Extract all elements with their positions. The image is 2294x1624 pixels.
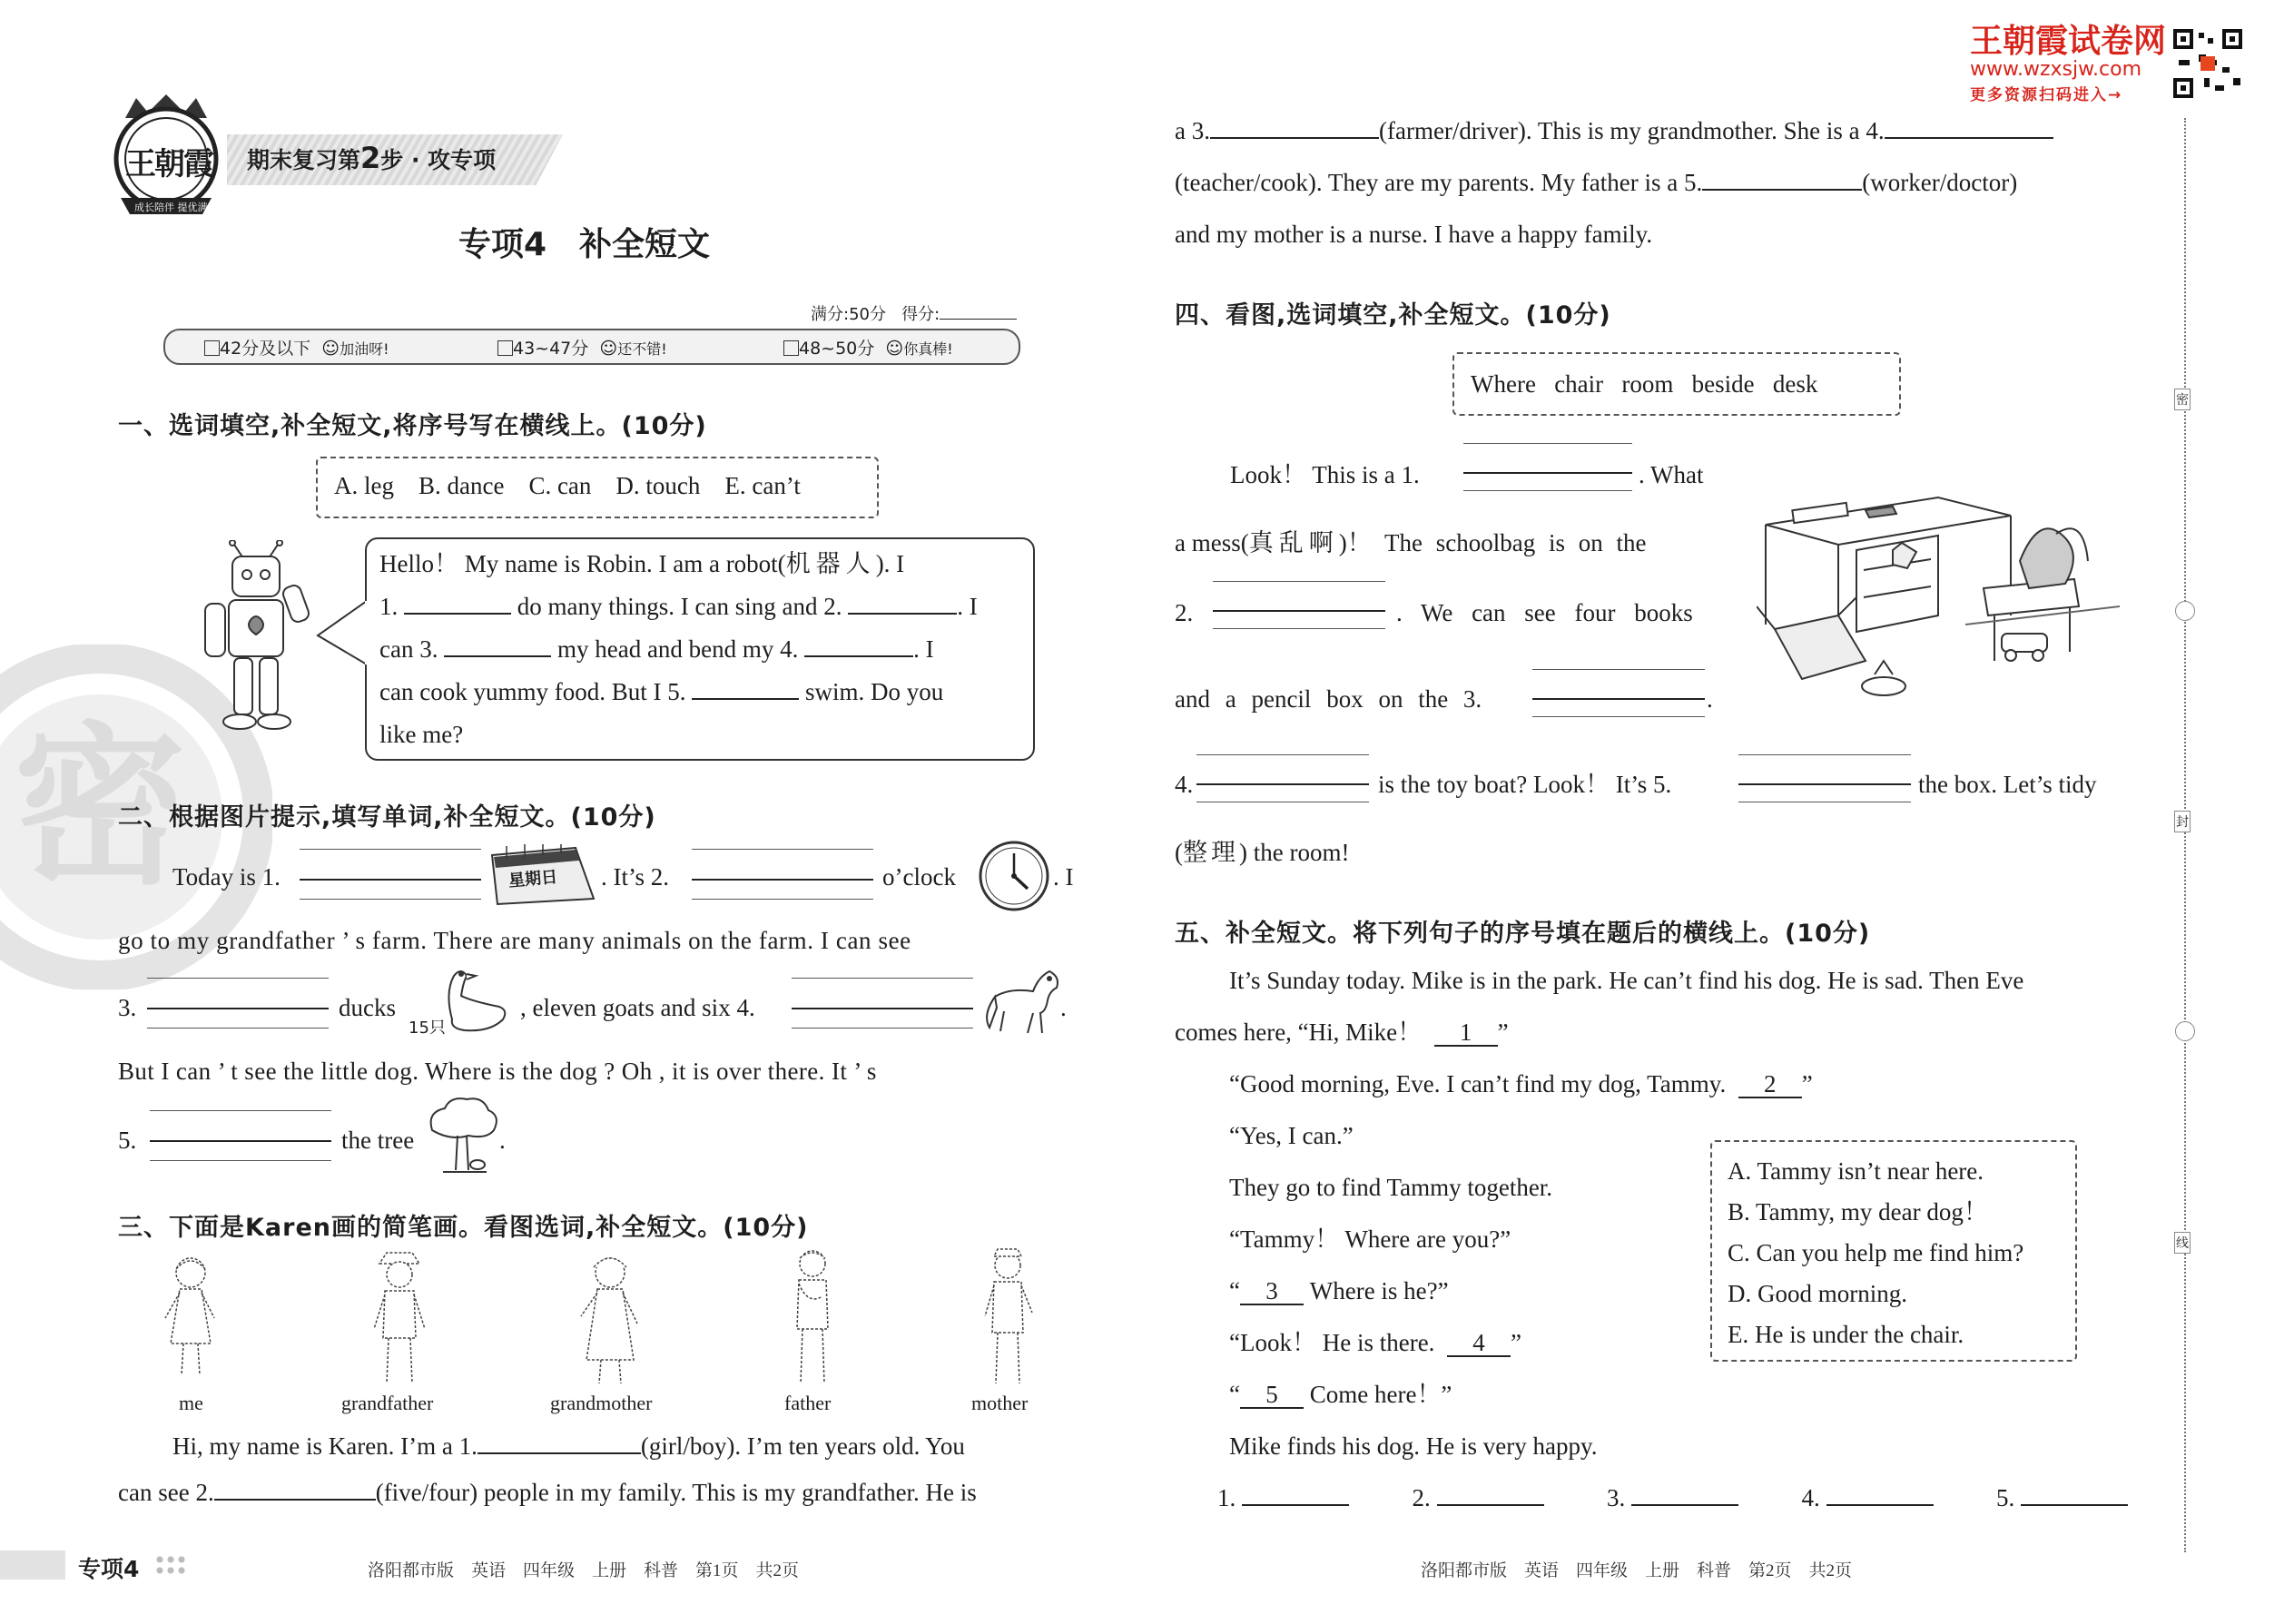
- s3-line-1: [172, 1434, 965, 1459]
- step-banner-text: [247, 143, 496, 175]
- answer-blank-1[interactable]: [1242, 1504, 1349, 1506]
- robot-icon: [198, 540, 316, 744]
- section-2-heading: 二、根据图片提示,填写单词,补全短文。(10分): [118, 803, 656, 832]
- s2-guide-5: [150, 1160, 331, 1161]
- s4-guide-3: [1532, 698, 1705, 700]
- goose-picture: [409, 965, 517, 1042]
- calendar-label: 星期日: [507, 867, 558, 891]
- clock-icon: [977, 839, 1051, 913]
- s2-guide-3: [147, 1028, 329, 1029]
- s2-guide-4: [792, 1008, 973, 1009]
- room-picture: [1757, 479, 2120, 706]
- s1-l4-a: can cook yummy food. But I 5.: [379, 678, 693, 705]
- rating-range-1: 42分及以下: [220, 339, 311, 359]
- section-4-heading: 四、看图,选词填空,补全短文。(10分): [1175, 301, 1611, 330]
- grandfather-drawing-icon: [363, 1251, 436, 1389]
- s1-l1-b: 机器人: [785, 550, 876, 577]
- s5-answer-3[interactable]: 3: [1240, 1279, 1304, 1305]
- s2-line-5-c: .: [499, 1127, 506, 1154]
- answer-label-2: 2.: [1412, 1484, 1431, 1511]
- horse-icon: [982, 960, 1066, 1042]
- s4-line-5-a: 4.: [1175, 771, 1194, 798]
- answer-label-4: 4.: [1801, 1484, 1820, 1511]
- s3-r1-b: (farmer/driver). This is my grandmother. She is a 4.: [1378, 117, 1885, 144]
- score-label: 得分:: [901, 305, 940, 324]
- s5-d7-b: Come here！”: [1309, 1381, 1452, 1408]
- s5-dialog-8: Mike finds his dog. He is very happy.: [1229, 1432, 1598, 1460]
- s4-l6-b: 整理: [1183, 839, 1239, 866]
- smile-icon: ☺: [885, 339, 904, 359]
- s5-d1-a: “Good morning, Eve. I can’t find my dog, Tammy.: [1229, 1070, 1727, 1097]
- s2-guide-2: [692, 899, 873, 900]
- s2-line-3-b: ducks: [339, 994, 396, 1021]
- s5-d7-a: “: [1229, 1381, 1240, 1408]
- logo-text: 王朝霞: [125, 148, 212, 182]
- person-grandfather: [363, 1251, 436, 1389]
- s1-blank-2[interactable]: [848, 613, 957, 615]
- s4-guide-1: [1463, 472, 1632, 474]
- label-grandfather: grandfather: [341, 1392, 434, 1414]
- footer-tag: 专项4: [78, 1556, 140, 1582]
- s1-l1-c: ). I: [875, 550, 905, 577]
- label-grandmother: grandmother: [550, 1392, 653, 1414]
- s1-l3-a: can 3.: [379, 635, 445, 663]
- s5-dialog-1: [1229, 1072, 1813, 1098]
- person-mother: [976, 1247, 1039, 1389]
- s4-l2-c: )！ The schoolbag is on the: [1338, 529, 1647, 556]
- s2-guide-1: [300, 849, 481, 850]
- footer-tag-bg: [0, 1550, 65, 1580]
- s4-guide-2: [1213, 628, 1385, 629]
- s5-option-d: D. Good morning.: [1728, 1280, 1907, 1307]
- s2-line-3-a: 3.: [118, 994, 137, 1021]
- s3-l1-a: Hi, my name is Karen. I’m a 1.: [172, 1432, 478, 1460]
- s3-blank-4[interactable]: [1885, 137, 2053, 139]
- brand-more: 更多资源扫码进入→: [1970, 86, 2123, 104]
- label-father: father: [784, 1392, 832, 1414]
- s2-guide-4: [792, 978, 973, 979]
- s1-l1-a: Hello！ My name is Robin. I am a robot(: [379, 550, 786, 577]
- s3-l2-b: (five/four) people in my family. This is my grandfather. He is: [375, 1479, 977, 1506]
- grandmother-drawing-icon: [570, 1251, 652, 1389]
- s2-line-1-c: o’clock: [882, 863, 956, 891]
- full-score: 满分:50分: [811, 305, 886, 324]
- s3-blank-5[interactable]: [1702, 189, 1862, 191]
- rating-range-2: 43~47分: [513, 339, 589, 359]
- s4-guide-2: [1213, 610, 1385, 612]
- label-me: me: [179, 1392, 203, 1414]
- s4-guide-1: [1463, 443, 1632, 444]
- s5-option-b: B. Tammy, my dear dog！: [1728, 1198, 1988, 1225]
- section-1-heading: 一、选词填空,补全短文,将序号写在横线上。(10分): [118, 412, 707, 440]
- s3-right-line-1: [1175, 119, 2053, 143]
- s1-blank-5[interactable]: [692, 698, 799, 700]
- s1-blank-1[interactable]: [404, 613, 511, 615]
- s5-dialog-5: [1229, 1279, 1449, 1305]
- calendar-picture: [488, 844, 597, 906]
- s5-i2-b: ”: [1497, 1019, 1509, 1046]
- goose-count: 15只: [409, 1019, 446, 1038]
- s4-guide-3: [1532, 669, 1705, 670]
- s5-dialog-7: [1229, 1383, 1452, 1409]
- room-scene-icon: [1757, 479, 2120, 706]
- rating-item-1: [204, 335, 389, 359]
- s5-option-a: A. Tammy isn’t near here.: [1728, 1157, 1984, 1185]
- s3-line-2: [118, 1481, 977, 1505]
- s2-line-5-b: the tree: [341, 1127, 415, 1154]
- s5-i2-a: comes here, “Hi, Mike！: [1175, 1019, 1423, 1046]
- person-me: [154, 1253, 227, 1389]
- s2-guide-1: [300, 899, 481, 900]
- s2-line-4: But I can ’ t see the little dog. Where is the dog ? Oh , it is over there. It ’ s: [118, 1058, 877, 1085]
- s1-l3-b: my head and bend my 4.: [551, 635, 805, 663]
- qr-code[interactable]: [2171, 27, 2244, 100]
- s5-d6-b: ”: [1510, 1329, 1521, 1356]
- s1-blank-4[interactable]: [804, 655, 913, 657]
- s4-line-5-c: the box. Let’s tidy: [1918, 771, 2097, 798]
- mother-drawing-icon: [976, 1247, 1039, 1389]
- s4-line-5-b: is the toy boat? Look！ It’s 5.: [1378, 771, 1672, 798]
- margin-circle-2: [2175, 1021, 2195, 1041]
- answer-blank-2[interactable]: [1437, 1504, 1544, 1506]
- s5-intro-1: It’s Sunday today. Mike is in the park. He can’t find his dog. He is sad. Then Eve: [1229, 967, 2024, 994]
- s3-right-line-3: and my mother is a nurse. I have a happy family.: [1175, 221, 1653, 248]
- s3-blank-2[interactable]: [214, 1499, 376, 1501]
- brand-logo: [107, 91, 225, 218]
- banner-suffix: 步 · 攻专项: [380, 147, 497, 173]
- s1-l2-b: do many things. I can sing and 2.: [511, 593, 849, 620]
- rating-range-3: 48~50分: [799, 339, 875, 359]
- s4-guide-5: [1738, 783, 1911, 785]
- s5-d5-a: “: [1229, 1277, 1240, 1304]
- checkbox-icon[interactable]: [783, 340, 799, 356]
- logo-sub-1: 成长陪伴: [134, 202, 174, 213]
- checkbox-icon[interactable]: [204, 340, 220, 356]
- s4-line-6: [1175, 841, 1349, 865]
- s1-line-4: [379, 680, 943, 704]
- s2-line-2: go to my grandfather ’ s farm. There are many animals on the farm. I can see: [118, 927, 911, 954]
- s3-blank-3[interactable]: [1210, 137, 1379, 139]
- s4-l6-a: (: [1175, 839, 1183, 866]
- margin-mark-2: 封: [2174, 811, 2191, 832]
- s4-l6-c: ) the room!: [1239, 839, 1350, 866]
- s5-dialog-3: They go to find Tammy together.: [1229, 1174, 1553, 1201]
- s2-guide-5: [150, 1140, 331, 1142]
- score-blank[interactable]: [940, 319, 1017, 320]
- section-5-heading: 五、补全短文。将下列句子的序号填在题后的横线上。(10分): [1175, 920, 1871, 948]
- s4-line-4-a: and a pencil box on the 3.: [1175, 685, 1482, 713]
- s5-option-e: E. He is under the chair.: [1728, 1321, 1964, 1348]
- footer-dots: [154, 1554, 185, 1578]
- s5-answer-row: [1217, 1486, 2128, 1511]
- s2-guide-3: [147, 1008, 329, 1009]
- s2-guide-2: [692, 879, 873, 881]
- girl-drawing-icon: [154, 1253, 227, 1389]
- s5-intro-2: [1175, 1020, 1509, 1047]
- s1-options: A. leg B. dance C. can D. touch E. can’t: [334, 472, 801, 499]
- s4-guide-4: [1196, 783, 1369, 785]
- s5-d1-b: ”: [1801, 1070, 1813, 1097]
- bubble-tail-icon: [316, 601, 370, 664]
- s5-d5-b: Where is he?”: [1309, 1277, 1449, 1304]
- s3-r2-b: (worker/doctor): [1862, 169, 2018, 196]
- answer-blank-4[interactable]: [1826, 1504, 1934, 1506]
- s4-word-2: chair: [1554, 370, 1604, 398]
- s5-dialog-2: “Yes, I can.”: [1229, 1122, 1354, 1149]
- s4-line-1-b: . What: [1639, 461, 1704, 488]
- s2-guide-3: [147, 978, 329, 979]
- s5-d6-a: “Look！ He is there.: [1229, 1329, 1435, 1356]
- person-grandmother: [570, 1251, 652, 1389]
- clock-picture: [977, 839, 1051, 913]
- rating-item-2: [497, 335, 667, 359]
- page-title: 专项4 补全短文: [458, 226, 711, 263]
- footer-right: 洛阳都市版 英语 四年级 上册 科普 第2页 共2页: [1421, 1561, 1853, 1580]
- s1-line-2: [379, 595, 978, 619]
- s1-l3-c: . I: [913, 635, 934, 663]
- s5-answer-5[interactable]: 5: [1240, 1383, 1304, 1409]
- s5-dialog-6: [1229, 1331, 1521, 1357]
- logo-sub-2: 提优满分: [177, 202, 218, 213]
- s1-line-5: like me?: [379, 721, 464, 748]
- tree-icon: [423, 1094, 501, 1177]
- label-mother: mother: [971, 1392, 1029, 1414]
- answer-blank-5[interactable]: [2021, 1504, 2128, 1506]
- rating-comment-2: 还不错!: [617, 340, 667, 358]
- s4-guide-3: [1532, 716, 1705, 717]
- s3-r1-a: a 3.: [1175, 117, 1210, 144]
- banner-prefix: 期末复习第: [247, 147, 361, 173]
- s4-line-1-a: Look！ This is a 1.: [1230, 461, 1420, 488]
- s4-line-3-a: 2.: [1175, 599, 1194, 626]
- s1-l2-c: . I: [957, 593, 978, 620]
- answer-label-1: 1.: [1217, 1484, 1236, 1511]
- s3-r2-a: (teacher/cook). They are my parents. My father is a 5.: [1175, 169, 1703, 196]
- margin-circle-1: [2175, 601, 2195, 621]
- s4-guide-4: [1196, 754, 1369, 755]
- s4-guide-1: [1463, 490, 1632, 491]
- brand-url: www.wzxsjw.com: [1970, 58, 2142, 81]
- s1-line-1: [379, 552, 904, 576]
- s3-l2-a: can see 2.: [118, 1479, 214, 1506]
- s2-line-1-a: Today is 1.: [172, 863, 281, 891]
- s4-guide-2: [1213, 581, 1385, 582]
- s5-option-c: C. Can you help me find him?: [1728, 1239, 2024, 1266]
- s4-word-list: [1471, 372, 1817, 397]
- s5-answer-4[interactable]: 4: [1447, 1331, 1511, 1357]
- logo-sub: [134, 200, 218, 214]
- s4-word-1: Where: [1471, 370, 1536, 398]
- s4-l2-b: 真乱啊: [1248, 529, 1339, 556]
- horse-picture: [982, 960, 1066, 1042]
- s2-line-3-c: , eleven goats and six 4.: [520, 994, 755, 1021]
- person-father: [781, 1247, 844, 1389]
- s1-line-3: [379, 637, 934, 662]
- s4-line-3-b: . We can see four books: [1396, 599, 1693, 626]
- banner-step: 2: [360, 141, 381, 175]
- footer-left: 洛阳都市版 英语 四年级 上册 科普 第1页 共2页: [368, 1561, 800, 1580]
- s2-guide-2: [692, 849, 873, 850]
- section-3-heading: 三、下面是Karen画的简笔画。看图选词,补全短文。(10分): [118, 1214, 809, 1242]
- rating-comment-1: 加油呀!: [340, 340, 389, 358]
- s2-guide-4: [792, 1028, 973, 1029]
- rating-item-3: [783, 335, 953, 359]
- s4-word-4: beside: [1691, 370, 1755, 398]
- smile-icon: ☺: [599, 339, 618, 359]
- s2-line-3-d: .: [1060, 994, 1067, 1021]
- answer-label-5: 5.: [1996, 1484, 2015, 1511]
- s2-line-1-b: . It’s 2.: [601, 863, 670, 891]
- brand-name: 王朝霞试卷网: [1970, 23, 2167, 60]
- tree-picture: [423, 1094, 501, 1177]
- watermark-char: 密: [14, 707, 187, 908]
- s3-blank-1[interactable]: [478, 1452, 641, 1454]
- s4-line-2: [1175, 531, 1646, 556]
- s5-dialog-4: “Tammy！ Where are you?”: [1229, 1225, 1511, 1253]
- s5-answer-1[interactable]: 1: [1434, 1020, 1498, 1047]
- s4-line-4-b: .: [1707, 685, 1713, 713]
- robot-illustration: [198, 540, 316, 744]
- binding-line: [2184, 118, 2186, 1552]
- father-drawing-icon: [781, 1247, 844, 1389]
- score-line: [811, 301, 1017, 325]
- s4-guide-5: [1738, 754, 1911, 755]
- answer-blank-3[interactable]: [1631, 1504, 1738, 1506]
- s3-l1-b: (girl/boy). I’m ten years old. You: [640, 1432, 965, 1460]
- s5-answer-2[interactable]: 2: [1738, 1072, 1802, 1098]
- checkbox-icon[interactable]: [497, 340, 513, 356]
- qr-code-icon: [2171, 27, 2244, 100]
- s2-line-5-a: 5.: [118, 1127, 137, 1154]
- answer-label-3: 3.: [1607, 1484, 1626, 1511]
- s1-blank-3[interactable]: [444, 655, 551, 657]
- margin-mark-3: 线: [2174, 1232, 2191, 1254]
- s4-l2-a: a mess(: [1175, 529, 1249, 556]
- s4-word-3: room: [1621, 370, 1674, 398]
- rating-comment-3: 你真棒!: [903, 340, 953, 358]
- s3-right-line-2: [1175, 171, 2017, 195]
- s1-l2-a: 1.: [379, 593, 404, 620]
- bubble-tail-cover: [365, 601, 369, 664]
- s4-word-5: desk: [1772, 370, 1818, 398]
- margin-mark-1: 密: [2174, 389, 2191, 410]
- s1-l4-b: swim. Do you: [799, 678, 944, 705]
- smile-icon: ☺: [321, 339, 340, 359]
- s2-guide-5: [150, 1110, 331, 1111]
- s2-line-1-d: . I: [1053, 863, 1074, 891]
- s2-guide-1: [300, 879, 481, 881]
